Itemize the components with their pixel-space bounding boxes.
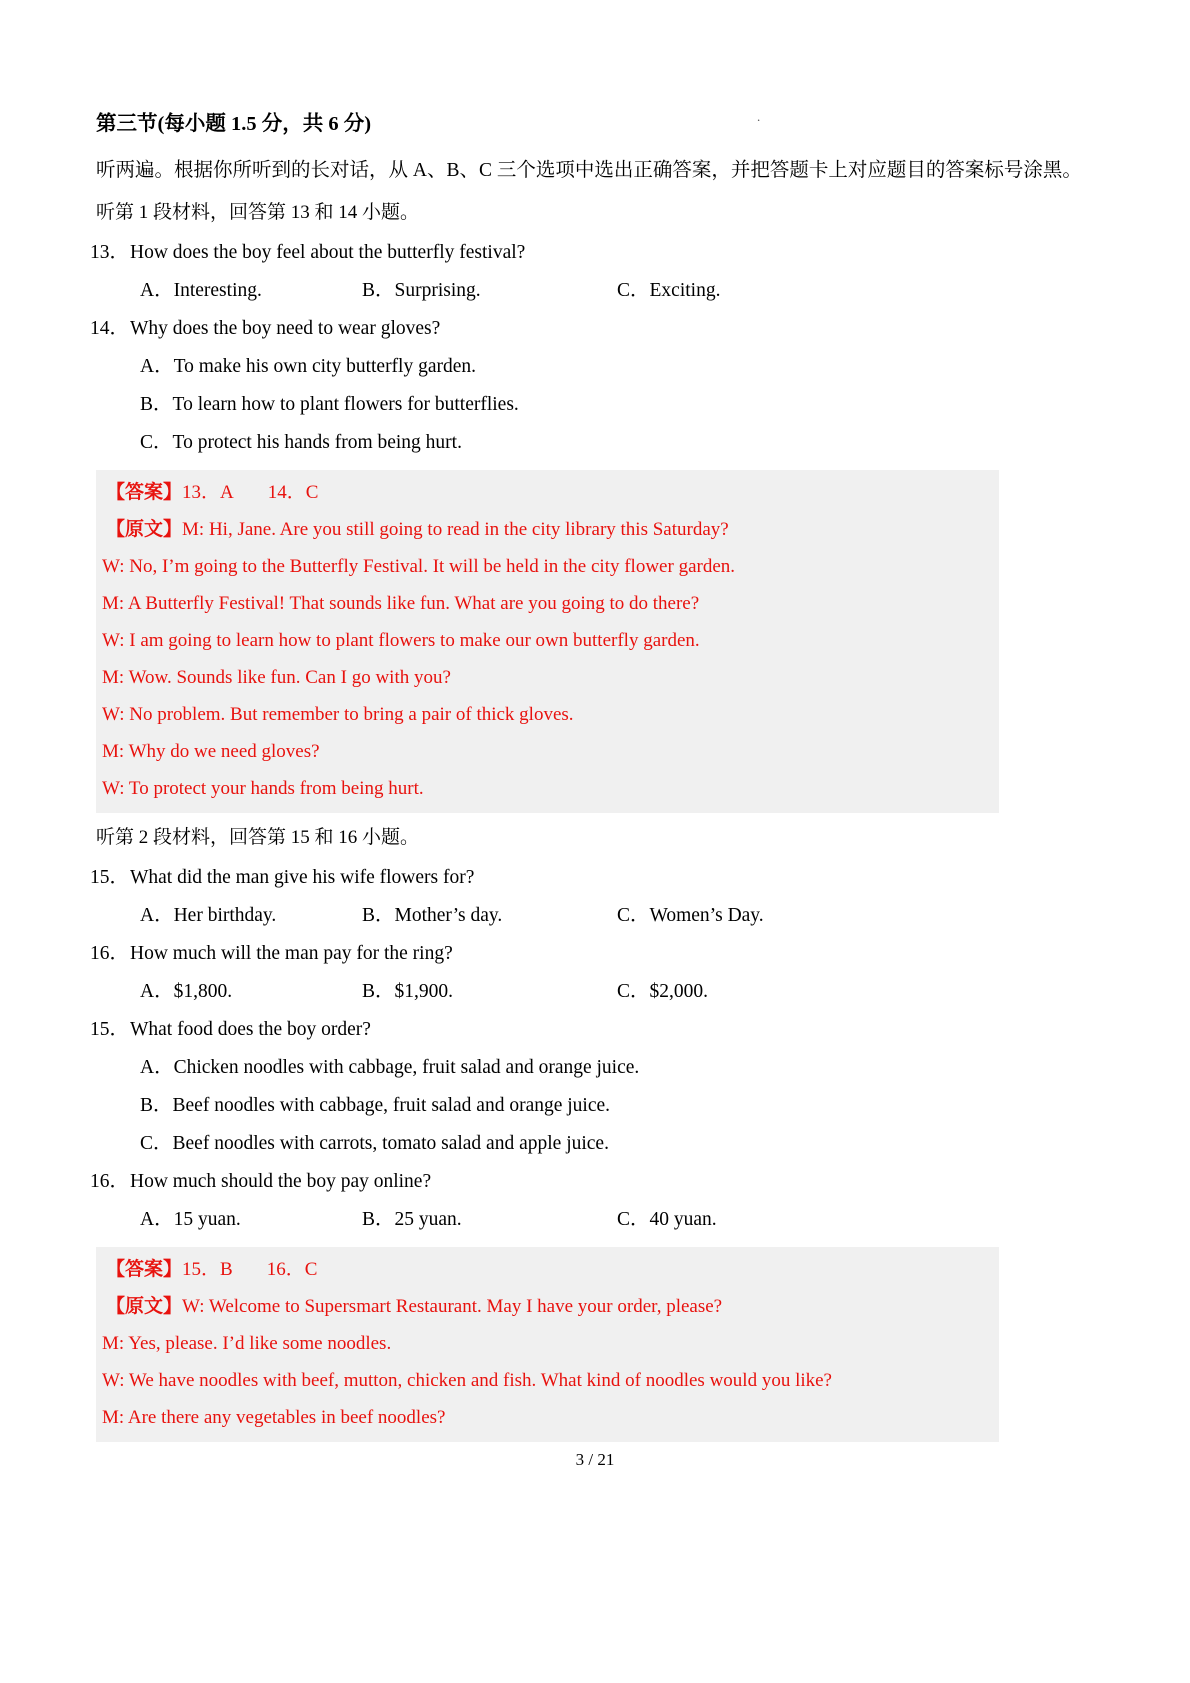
question-15-food-options [96, 1049, 1096, 1163]
option-16r-a[interactable] [140, 973, 362, 1011]
answer-tag-2: 【答案】 [106, 1258, 183, 1280]
option-16r-c-letter: C． [617, 980, 650, 1002]
option-13-c-text: Exciting. [649, 279, 721, 301]
material-block-2 [90, 819, 1096, 1442]
option-16o-c[interactable] [617, 1201, 717, 1239]
section-instructions: 听两遍。根据你所听到的长对话，从 A、B、C 三个选项中选出正确答案，并把答题卡上对应题目的答案标号涂黑。 [96, 159, 1082, 181]
question-16-online-text: How much should the boy pay online? [130, 1170, 432, 1192]
option-16r-c[interactable] [617, 973, 708, 1011]
question-16-online [90, 1163, 1096, 1201]
answer-block-1 [96, 470, 999, 813]
option-13-a-letter: A． [140, 279, 174, 301]
option-15f-a[interactable] [140, 897, 362, 935]
option-15f-c-text: Women’s Day. [649, 904, 764, 926]
question-16-ring-options [96, 973, 1096, 1011]
option-15f-c-letter: C． [617, 904, 650, 926]
option-16o-a[interactable] [140, 1201, 362, 1239]
question-13-text: How does the boy feel about the butterfly festival? [130, 241, 526, 263]
option-13-b-letter: B． [362, 279, 395, 301]
transcript-line: M: Yes, please. I’d like some noodles. [102, 1332, 392, 1354]
transcript-line: M: A Butterfly Festival! That sounds like fun. What are you going to do there? [102, 592, 700, 614]
question-14-options [96, 348, 1096, 462]
transcript-first-line-2 [96, 1288, 999, 1325]
question-15-food-number: 15． [90, 1018, 130, 1040]
option-13-b-text: Surprising. [394, 279, 481, 301]
option-13-a[interactable] [140, 272, 362, 310]
option-15fd-a[interactable] [140, 1049, 1096, 1087]
answer-line-2 [96, 1251, 999, 1288]
option-14-b-letter: B． [140, 393, 173, 415]
option-14-a-letter: A． [140, 355, 174, 377]
question-14-number: 14． [90, 317, 130, 339]
option-14-c[interactable] [140, 424, 1096, 462]
option-16o-a-text: 15 yuan. [173, 1208, 241, 1230]
question-16-online-number: 16． [90, 1170, 130, 1192]
section-title: 第三节(每小题 1.5 分，共 6 分) [96, 113, 372, 135]
option-15fd-a-letter: A． [140, 1056, 174, 1078]
answer-item-15: 15．B [182, 1258, 233, 1280]
answer-tag-1: 【答案】 [106, 481, 183, 503]
question-15-flowers-options [96, 897, 1096, 935]
transcript-line: W: We have noodles with beef, mutton, chicken and fish. What kind of noodles would you like? [102, 1369, 832, 1391]
transcript-line-w1: W: Welcome to Supersmart Restaurant. May I have your order, please? [182, 1295, 723, 1317]
option-15f-a-text: Her birthday. [173, 904, 277, 926]
option-15f-b[interactable] [362, 897, 617, 935]
option-14-c-letter: C． [140, 431, 173, 453]
transcript-line-m1: M: Hi, Jane. Are you still going to read in the city library this Saturday? [182, 518, 729, 540]
transcript-line: W: I am going to learn how to plant flowers to make our own butterfly garden. [102, 629, 700, 651]
transcript-line: W: To protect your hands from being hurt. [102, 777, 424, 799]
answer-item-16: 16．C [266, 1258, 318, 1280]
option-16o-b[interactable] [362, 1201, 617, 1239]
option-14-c-text: To protect his hands from being hurt. [172, 431, 462, 453]
option-15fd-c-letter: C． [140, 1132, 173, 1154]
option-15f-b-letter: B． [362, 904, 395, 926]
option-13-c-letter: C． [617, 279, 650, 301]
question-16-ring-number: 16． [90, 942, 130, 964]
option-16r-c-text: $2,000. [649, 980, 709, 1002]
option-15fd-c-text: Beef noodles with carrots, tomato salad and apple juice. [172, 1132, 609, 1154]
question-13-options [96, 272, 1096, 310]
question-16-ring-text: How much will the man pay for the ring? [130, 942, 453, 964]
option-15fd-c[interactable] [140, 1125, 1096, 1163]
question-13 [90, 234, 1096, 272]
question-15-flowers-text: What did the man give his wife flowers for? [130, 866, 475, 888]
transcript-line: M: Wow. Sounds like fun. Can I go with you? [102, 666, 451, 688]
top-dot-mark: . [757, 109, 761, 124]
option-14-a[interactable] [140, 348, 1096, 386]
option-16r-a-letter: A． [140, 980, 174, 1002]
option-16r-a-text: $1,800. [173, 980, 233, 1002]
option-13-b[interactable] [362, 272, 617, 310]
option-14-b[interactable] [140, 386, 1096, 424]
question-16-ring [90, 935, 1096, 973]
option-16o-b-letter: B． [362, 1208, 395, 1230]
question-16-online-options [96, 1201, 1096, 1239]
option-14-b-text: To learn how to plant flowers for butterflies. [172, 393, 519, 415]
transcript-line: W: No, I’m going to the Butterfly Festival. It will be held in the city flower garden. [102, 555, 736, 577]
option-15fd-b[interactable] [140, 1087, 1096, 1125]
answer-item-13: 13．A [182, 481, 234, 503]
option-16o-a-letter: A． [140, 1208, 174, 1230]
question-15-flowers-number: 15． [90, 866, 130, 888]
question-15-food-text: What food does the boy order? [130, 1018, 371, 1040]
option-15fd-b-text: Beef noodles with cabbage, fruit salad and orange juice. [172, 1094, 611, 1116]
material-block-1 [90, 194, 1096, 813]
option-14-a-text: To make his own city butterfly garden. [173, 355, 477, 377]
page-content [90, 109, 1096, 1448]
option-16r-b[interactable] [362, 973, 617, 1011]
material-lead-in-1: 听第 1 段材料，回答第 13 和 14 小题。 [96, 201, 420, 223]
material-lead-in-2: 听第 2 段材料，回答第 15 和 16 小题。 [96, 826, 420, 848]
page-number-footer: 3 / 21 [575, 1450, 615, 1469]
transcript-line: M: Why do we need gloves? [102, 740, 320, 762]
option-16o-c-text: 40 yuan. [649, 1208, 717, 1230]
option-15f-b-text: Mother’s day. [394, 904, 503, 926]
option-13-a-text: Interesting. [173, 279, 262, 301]
question-15-flowers [90, 859, 1096, 897]
question-13-number: 13． [90, 241, 130, 263]
answer-item-14: 14．C [267, 481, 319, 503]
transcript-line: W: No problem. But remember to bring a pair of thick gloves. [102, 703, 574, 725]
transcript-first-line-1 [96, 511, 999, 548]
option-15fd-b-letter: B． [140, 1094, 173, 1116]
option-15fd-a-text: Chicken noodles with cabbage, fruit salad and orange juice. [173, 1056, 640, 1078]
option-16o-b-text: 25 yuan. [394, 1208, 462, 1230]
question-14 [90, 310, 1096, 348]
option-15f-a-letter: A． [140, 904, 174, 926]
answer-block-2 [96, 1247, 999, 1442]
question-14-text: Why does the boy need to wear gloves? [130, 317, 441, 339]
option-15f-c[interactable] [617, 897, 764, 935]
answer-line-1 [96, 474, 999, 511]
transcript-tag-2: 【原文】 [106, 1295, 183, 1317]
option-16r-b-letter: B． [362, 980, 395, 1002]
option-13-c[interactable] [617, 272, 720, 310]
transcript-tag-1: 【原文】 [106, 518, 183, 540]
question-15-food [90, 1011, 1096, 1049]
option-16r-b-text: $1,900. [394, 980, 454, 1002]
transcript-line: M: Are there any vegetables in beef noodles? [102, 1406, 446, 1428]
option-16o-c-letter: C． [617, 1208, 650, 1230]
